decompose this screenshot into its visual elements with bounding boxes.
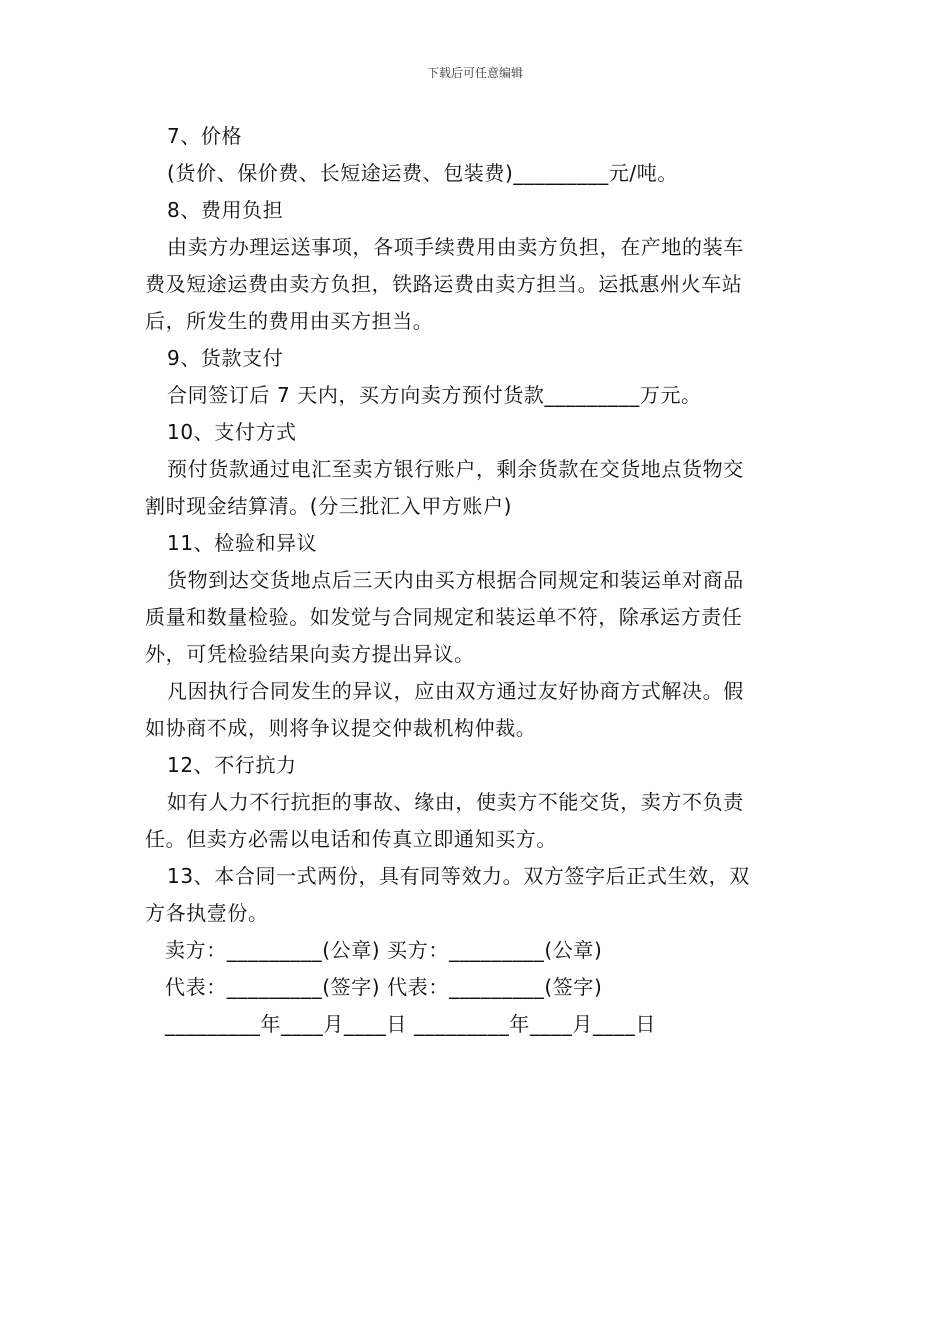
- paragraph-line: 货物到达交货地点后三天内由买方根据合同规定和装运单对商品: [167, 568, 744, 592]
- paragraph-line: 外，可凭检验结果向卖方提出异议。: [145, 642, 475, 666]
- section-heading-copies: 13、本合同一式两份，具有同等效力。双方签字后正式生效，双: [167, 864, 750, 888]
- paragraph-line: 如有人力不行抗拒的事故、缘由，使卖方不能交货，卖方不负责: [167, 790, 744, 814]
- paragraph-line: 如协商不成，则将争议提交仲裁机构仲裁。: [145, 716, 537, 740]
- paragraph-line: 预付货款通过电汇至卖方银行账户，剩余货款在交货地点货物交: [167, 457, 744, 481]
- contract-body: [145, 118, 810, 1043]
- signature-parties-line: 卖方：_________(公章) 买方：_________(公章): [165, 938, 603, 962]
- paragraph-line: 凡因执行合同发生的异议，应由双方通过友好协商方式解决。假: [167, 679, 744, 703]
- paragraph-line: 质量和数量检验。如发觉与合同规定和装运单不符，除承运方责任: [145, 605, 743, 629]
- section-heading-payment-method: 10、支付方式: [167, 420, 297, 444]
- section-heading-price: 7、价格: [167, 124, 243, 148]
- paragraph-line: 任。但卖方必需以电话和传真立即通知买方。: [145, 827, 557, 851]
- section-heading-cost: 8、费用负担: [167, 198, 284, 222]
- paragraph-line: 由卖方办理运送事项，各项手续费用由卖方负担，在产地的装车: [167, 235, 744, 259]
- section-heading-inspection: 11、检验和异议: [167, 531, 318, 555]
- payment-line: 合同签订后 7 天内，买方向卖方预付货款_________万元。: [167, 383, 702, 407]
- section-heading-force-majeure: 12、不行抗力: [167, 753, 297, 777]
- paragraph-line: 费及短途运费由卖方负担，铁路运费由卖方担当。运抵惠州火车站: [145, 272, 743, 296]
- page-header: 下载后可任意编辑: [426, 66, 523, 80]
- paragraph-line: 方各执壹份。: [145, 901, 269, 925]
- paragraph-line: 割时现金结算清。(分三批汇入甲方账户): [145, 494, 513, 518]
- signature-representatives-line: 代表：_________(签字) 代表：_________(签字): [165, 975, 603, 999]
- section-heading-payment: 9、货款支付: [167, 346, 284, 370]
- signature-date-line: _________年____月____日 _________年____月____日: [165, 1012, 656, 1036]
- price-line: (货价、保价费、长短途运费、包装费)_________元/吨。: [167, 161, 678, 185]
- paragraph-line: 后，所发生的费用由买方担当。: [145, 309, 434, 333]
